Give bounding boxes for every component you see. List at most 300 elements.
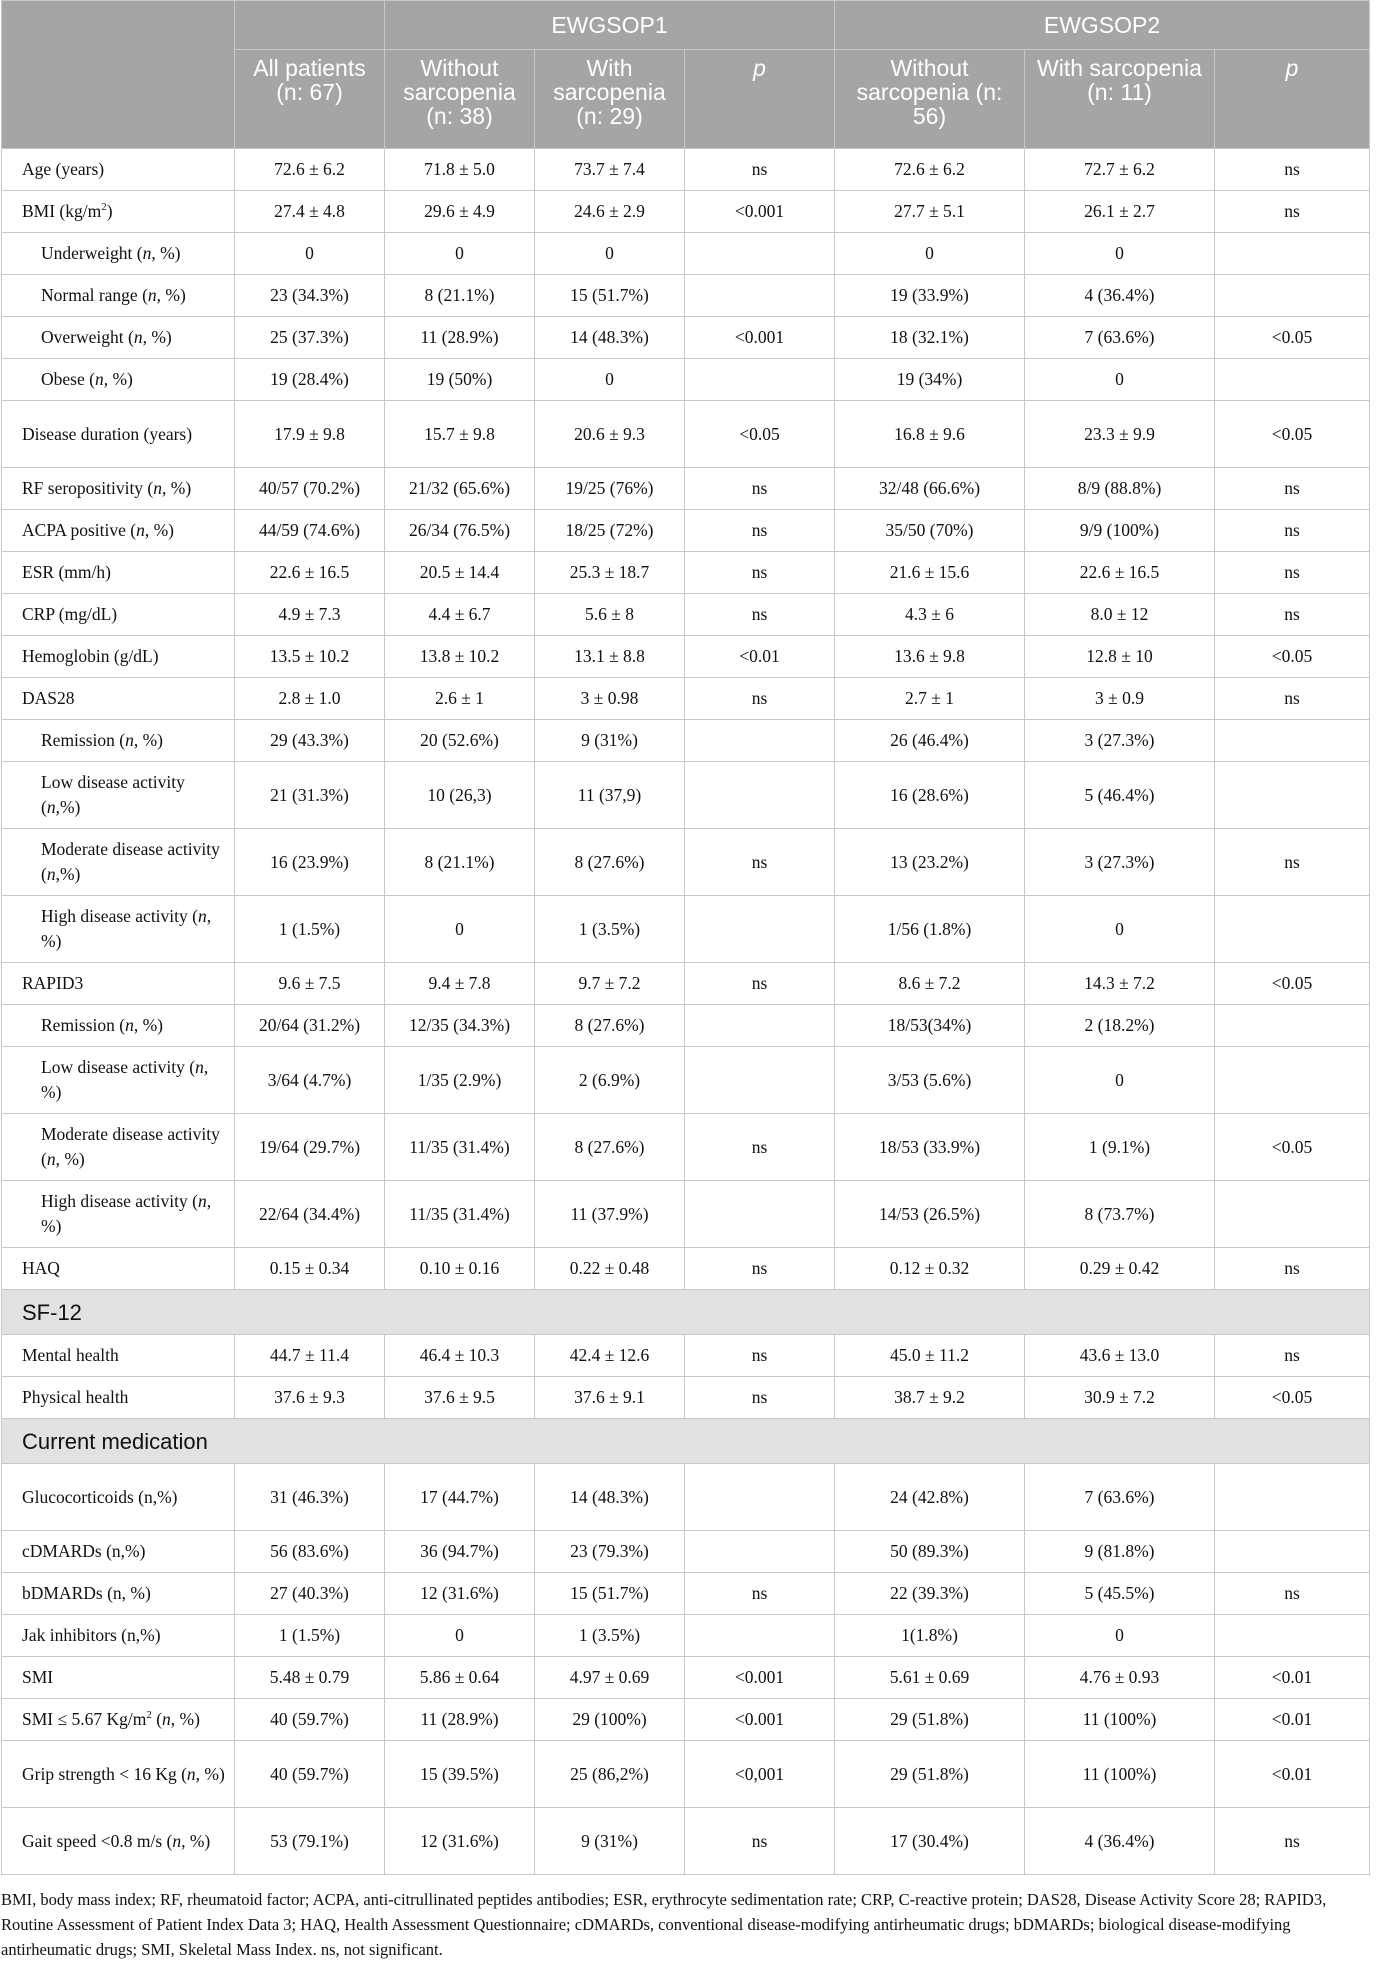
table-row (2, 317, 1370, 359)
table-cell: ns (1215, 678, 1370, 720)
table-cell: 19 (50%) (385, 359, 535, 401)
table-cell: 10 (26,3) (385, 762, 535, 829)
section-row (2, 1419, 1370, 1464)
table-row (2, 468, 1370, 510)
table-row (2, 762, 1370, 829)
table-cell (685, 359, 835, 401)
table-cell: 29 (43.3%) (235, 720, 385, 762)
table-cell: 29 (100%) (535, 1699, 685, 1741)
row-label: Remission (n, %) (2, 720, 235, 762)
table-row (2, 1699, 1370, 1741)
table-cell: 3 ± 0.98 (535, 678, 685, 720)
table-row (2, 275, 1370, 317)
table-cell: 15 (51.7%) (535, 1573, 685, 1615)
section-row (2, 1290, 1370, 1335)
table-cell: ns (685, 149, 835, 191)
table-cell: ns (685, 1335, 835, 1377)
table-cell (1215, 1047, 1370, 1114)
table-cell: 0.10 ± 0.16 (385, 1248, 535, 1290)
table-cell: 22.6 ± 16.5 (1025, 552, 1215, 594)
table-row (2, 636, 1370, 678)
table-cell: 4.97 ± 0.69 (535, 1657, 685, 1699)
table-cell: 12.8 ± 10 (1025, 636, 1215, 678)
table-cell: <0.05 (685, 401, 835, 468)
table-cell (1215, 896, 1370, 963)
header-corner (2, 1, 235, 149)
table-cell: 45.0 ± 11.2 (835, 1335, 1025, 1377)
table-cell: 15 (39.5%) (385, 1741, 535, 1808)
table-footnote: BMI, body mass index; RF, rheumatoid factor; ACPA, anti-citrullinated peptides antibodies; ESR, erythrocyte sedimentation rate; CRP, C-reactive protein; DAS28, Disease Activity Score 28; RAPID3, Routine Assessment of Patient Index Data 3; HAQ, Health Assessment Questionnaire; cDMARDs, conventional disease-modifying antirheumatic drugs; bDMARDs; biological disease-modifying antirheumatic drugs; SMI, Skeletal Mass Index. ns, not significant. (1, 1890, 1327, 1959)
table-cell: 25 (37.3%) (235, 317, 385, 359)
row-label: Moderate disease activity (n, %) (2, 1114, 235, 1181)
table-cell: 5 (46.4%) (1025, 762, 1215, 829)
table-cell: 20 (52.6%) (385, 720, 535, 762)
table-cell: 36 (94.7%) (385, 1531, 535, 1573)
column-header-p: p (685, 50, 835, 149)
table-cell (685, 1005, 835, 1047)
table-cell: 1 (1.5%) (235, 896, 385, 963)
table-cell: 22/64 (34.4%) (235, 1181, 385, 1248)
table-cell: 43.6 ± 13.0 (1025, 1335, 1215, 1377)
table-cell: 4.4 ± 6.7 (385, 594, 535, 636)
table-cell: 8 (21.1%) (385, 829, 535, 896)
table-cell: ns (1215, 1335, 1370, 1377)
table-cell: ns (1215, 1808, 1370, 1875)
table-cell: 2 (6.9%) (535, 1047, 685, 1114)
table-cell: 24 (42.8%) (835, 1464, 1025, 1531)
table-cell: 13.8 ± 10.2 (385, 636, 535, 678)
table-cell: 0.29 ± 0.42 (1025, 1248, 1215, 1290)
table-cell: 2.7 ± 1 (835, 678, 1025, 720)
table-cell: 2 (18.2%) (1025, 1005, 1215, 1047)
table-cell (685, 762, 835, 829)
table-cell (685, 1464, 835, 1531)
group-header-ewgsop1: EWGSOP1 (385, 1, 835, 50)
table-cell (685, 1615, 835, 1657)
table-cell: 1(1.8%) (835, 1615, 1025, 1657)
table-cell: 25 (86,2%) (535, 1741, 685, 1808)
table-cell: 20.5 ± 14.4 (385, 552, 535, 594)
table-cell: 0 (835, 233, 1025, 275)
table-cell: 11 (28.9%) (385, 1699, 535, 1741)
table-header (2, 1, 1370, 149)
table-cell: 4.76 ± 0.93 (1025, 1657, 1215, 1699)
table-cell: 1/56 (1.8%) (835, 896, 1025, 963)
table-row (2, 1531, 1370, 1573)
table-cell: 19/25 (76%) (535, 468, 685, 510)
table-cell: 23 (79.3%) (535, 1531, 685, 1573)
table-cell: 3/53 (5.6%) (835, 1047, 1025, 1114)
table-cell: 14 (48.3%) (535, 317, 685, 359)
table-cell: 0.12 ± 0.32 (835, 1248, 1025, 1290)
table-row (2, 1573, 1370, 1615)
row-label: Jak inhibitors (n,%) (2, 1615, 235, 1657)
table-cell: ns (1215, 191, 1370, 233)
group-header-ewgsop2: EWGSOP2 (835, 1, 1370, 50)
row-label: Obese (n, %) (2, 359, 235, 401)
table-cell: 26 (46.4%) (835, 720, 1025, 762)
table-cell: 42.4 ± 12.6 (535, 1335, 685, 1377)
table-cell: 21.6 ± 15.6 (835, 552, 1025, 594)
table-cell: ns (685, 1114, 835, 1181)
table-cell: 30.9 ± 7.2 (1025, 1377, 1215, 1419)
table-cell: 0 (535, 359, 685, 401)
table-cell: ns (1215, 149, 1370, 191)
table-cell: 7 (63.6%) (1025, 317, 1215, 359)
row-label: Underweight (n, %) (2, 233, 235, 275)
table-cell: 29 (51.8%) (835, 1699, 1025, 1741)
table-row (2, 1005, 1370, 1047)
table-cell: 0 (1025, 896, 1215, 963)
row-label: Remission (n, %) (2, 1005, 235, 1047)
table-cell: 5.86 ± 0.64 (385, 1657, 535, 1699)
table-cell: 26/34 (76.5%) (385, 510, 535, 552)
table-cell: 31 (46.3%) (235, 1464, 385, 1531)
table-cell: 20.6 ± 9.3 (535, 401, 685, 468)
table-cell: 27 (40.3%) (235, 1573, 385, 1615)
row-label: Glucocorticoids (n,%) (2, 1464, 235, 1531)
table-row (2, 401, 1370, 468)
table-cell (1215, 762, 1370, 829)
table-cell: 0 (385, 896, 535, 963)
table-row (2, 1808, 1370, 1875)
table-cell (685, 233, 835, 275)
table-cell: 29 (51.8%) (835, 1741, 1025, 1808)
table-cell: ns (1215, 468, 1370, 510)
table-cell: <0.001 (685, 1699, 835, 1741)
row-label: CRP (mg/dL) (2, 594, 235, 636)
row-label: Moderate disease activity (n,%) (2, 829, 235, 896)
table-cell: 53 (79.1%) (235, 1808, 385, 1875)
table-cell (1215, 1531, 1370, 1573)
table-cell: 40/57 (70.2%) (235, 468, 385, 510)
table-cell (1215, 233, 1370, 275)
table-cell: <0,001 (685, 1741, 835, 1808)
table-cell: 7 (63.6%) (1025, 1464, 1215, 1531)
table-cell: ns (1215, 594, 1370, 636)
table-row (2, 510, 1370, 552)
table-row (2, 149, 1370, 191)
table-cell: 71.8 ± 5.0 (385, 149, 535, 191)
table-cell: 18 (32.1%) (835, 317, 1025, 359)
row-label: ESR (mm/h) (2, 552, 235, 594)
table-row (2, 552, 1370, 594)
section-title: Current medication (2, 1419, 1370, 1464)
table-cell: 8/9 (88.8%) (1025, 468, 1215, 510)
table-cell: 72.6 ± 6.2 (235, 149, 385, 191)
table-cell: 4 (36.4%) (1025, 1808, 1215, 1875)
row-label: Mental health (2, 1335, 235, 1377)
table-cell: 0.15 ± 0.34 (235, 1248, 385, 1290)
row-label: cDMARDs (n,%) (2, 1531, 235, 1573)
table-row (2, 896, 1370, 963)
table-cell: 4.9 ± 7.3 (235, 594, 385, 636)
header-spacer (235, 1, 385, 50)
table-cell: 18/53(34%) (835, 1005, 1025, 1047)
table-cell: 72.6 ± 6.2 (835, 149, 1025, 191)
table-cell: ns (685, 829, 835, 896)
table-cell: 40 (59.7%) (235, 1741, 385, 1808)
table-row (2, 963, 1370, 1005)
table-cell: 25.3 ± 18.7 (535, 552, 685, 594)
row-label: SMI ≤ 5.67 $Kg/m^2$ (n, %) (2, 1699, 235, 1741)
table-row (2, 1047, 1370, 1114)
table-cell: 1 (1.5%) (235, 1615, 385, 1657)
table-row (2, 720, 1370, 762)
table-cell (685, 275, 835, 317)
table-cell: ns (1215, 1573, 1370, 1615)
table-cell: <0.05 (1215, 636, 1370, 678)
column-header-p: p (1215, 50, 1370, 149)
table-cell: 27.4 ± 4.8 (235, 191, 385, 233)
table-cell: <0.01 (1215, 1657, 1370, 1699)
table-row (2, 1335, 1370, 1377)
table-cell: 9.7 ± 7.2 (535, 963, 685, 1005)
row-label: Age (years) (2, 149, 235, 191)
table-cell: 9.6 ± 7.5 (235, 963, 385, 1005)
table-cell: ns (685, 963, 835, 1005)
row-label: BMI $(kg/m^2)$ (2, 191, 235, 233)
table-cell: 3 ± 0.9 (1025, 678, 1215, 720)
table-cell: 1 (3.5%) (535, 896, 685, 963)
table-cell: 72.7 ± 6.2 (1025, 149, 1215, 191)
table-cell: 50 (89.3%) (835, 1531, 1025, 1573)
table-cell: 0 (385, 233, 535, 275)
table-cell: 44/59 (74.6%) (235, 510, 385, 552)
table-cell: 19 (34%) (835, 359, 1025, 401)
column-header: All patients (n: 67) (235, 50, 385, 149)
column-header: Without sarcopenia (n: 56) (835, 50, 1025, 149)
table-cell (1215, 359, 1370, 401)
table-cell: 1 (3.5%) (535, 1615, 685, 1657)
table-cell: 11 (28.9%) (385, 317, 535, 359)
table-cell: 17.9 ± 9.8 (235, 401, 385, 468)
table-cell: ns (685, 678, 835, 720)
table-cell: 14/53 (26.5%) (835, 1181, 1025, 1248)
table-cell: 9 (31%) (535, 1808, 685, 1875)
table-cell: ns (685, 1808, 835, 1875)
table-cell: 5.48 ± 0.79 (235, 1657, 385, 1699)
table-cell: 0 (1025, 1047, 1215, 1114)
table-cell: 38.7 ± 9.2 (835, 1377, 1025, 1419)
table-cell: 11 (100%) (1025, 1699, 1215, 1741)
table-cell: 12 (31.6%) (385, 1808, 535, 1875)
table-row (2, 1248, 1370, 1290)
table-cell: 8 (21.1%) (385, 275, 535, 317)
table-cell: 9/9 (100%) (1025, 510, 1215, 552)
table-cell: ns (685, 1248, 835, 1290)
table-cell: 20/64 (31.2%) (235, 1005, 385, 1047)
table-cell: 24.6 ± 2.9 (535, 191, 685, 233)
table-cell: 40 (59.7%) (235, 1699, 385, 1741)
table-cell: 0 (1025, 233, 1215, 275)
table-cell: <0.05 (1215, 1114, 1370, 1181)
section-title: SF-12 (2, 1290, 1370, 1335)
row-label: Physical health (2, 1377, 235, 1419)
row-label: DAS28 (2, 678, 235, 720)
table-cell: 73.7 ± 7.4 (535, 149, 685, 191)
table-cell: <0.001 (685, 1657, 835, 1699)
table-cell: 8 (27.6%) (535, 1005, 685, 1047)
table-cell: 8 (27.6%) (535, 829, 685, 896)
table-row (2, 191, 1370, 233)
table-cell: 22 (39.3%) (835, 1573, 1025, 1615)
table-cell: ns (685, 1573, 835, 1615)
row-label: Low disease activity (n, %) (2, 1047, 235, 1114)
table-cell: 0 (1025, 1615, 1215, 1657)
table-row (2, 1377, 1370, 1419)
table-cell: 56 (83.6%) (235, 1531, 385, 1573)
table-cell: 14.3 ± 7.2 (1025, 963, 1215, 1005)
table-cell: 5 (45.5%) (1025, 1573, 1215, 1615)
table-cell: 1/35 (2.9%) (385, 1047, 535, 1114)
table-cell: 13.5 ± 10.2 (235, 636, 385, 678)
table-cell (685, 896, 835, 963)
table-cell: 11/35 (31.4%) (385, 1181, 535, 1248)
row-label: HAQ (2, 1248, 235, 1290)
table-cell: 23 (34.3%) (235, 275, 385, 317)
table-cell: 0.22 ± 0.48 (535, 1248, 685, 1290)
row-label: ACPA positive (n, %) (2, 510, 235, 552)
table-cell: <0.01 (1215, 1741, 1370, 1808)
row-label: Gait speed <0.8 m/s (n, %) (2, 1808, 235, 1875)
row-label: RAPID3 (2, 963, 235, 1005)
table-cell: ns (1215, 510, 1370, 552)
table-cell: <0.05 (1215, 317, 1370, 359)
table-cell: 19/64 (29.7%) (235, 1114, 385, 1181)
table-cell: <0.05 (1215, 963, 1370, 1005)
table-cell: <0.01 (685, 636, 835, 678)
table-cell: 9 (81.8%) (1025, 1531, 1215, 1573)
table-cell: 19 (33.9%) (835, 275, 1025, 317)
table-row (2, 1741, 1370, 1808)
table-cell: 18/25 (72%) (535, 510, 685, 552)
column-header: Without sarcopenia (n: 38) (385, 50, 535, 149)
table-cell: 15 (51.7%) (535, 275, 685, 317)
table-cell (685, 1181, 835, 1248)
table-cell: 11 (37,9) (535, 762, 685, 829)
table-cell: 9 (31%) (535, 720, 685, 762)
table-body (2, 149, 1370, 1875)
table-cell: ns (1215, 829, 1370, 896)
row-label: High disease activity (n, %) (2, 896, 235, 963)
table-cell: 0 (535, 233, 685, 275)
table-row (2, 678, 1370, 720)
table-row (2, 233, 1370, 275)
table-cell: 8.6 ± 7.2 (835, 963, 1025, 1005)
row-label: Grip strength < 16 Kg (n, %) (2, 1741, 235, 1808)
table-container (1, 0, 1369, 1962)
row-label: Normal range (n, %) (2, 275, 235, 317)
table-cell: 8 (27.6%) (535, 1114, 685, 1181)
table-cell: 8 (73.7%) (1025, 1181, 1215, 1248)
table-cell: 11 (37.9%) (535, 1181, 685, 1248)
table-cell: 0 (1025, 359, 1215, 401)
table-cell (685, 1531, 835, 1573)
table-cell: ns (685, 594, 835, 636)
column-header: With sarcopenia (n: 11) (1025, 50, 1215, 149)
table-cell: <0.001 (685, 191, 835, 233)
table-cell: 4 (36.4%) (1025, 275, 1215, 317)
table-cell (685, 720, 835, 762)
table-cell: 21/32 (65.6%) (385, 468, 535, 510)
table-cell: 21 (31.3%) (235, 762, 385, 829)
table-cell: 35/50 (70%) (835, 510, 1025, 552)
table-cell: 0 (385, 1615, 535, 1657)
table-cell: 5.6 ± 8 (535, 594, 685, 636)
table-cell: ns (685, 552, 835, 594)
table-cell (1215, 1181, 1370, 1248)
table-cell: 8.0 ± 12 (1025, 594, 1215, 636)
table-cell: 37.6 ± 9.1 (535, 1377, 685, 1419)
table-cell: 18/53 (33.9%) (835, 1114, 1025, 1181)
table-cell: 23.3 ± 9.9 (1025, 401, 1215, 468)
table-cell: ns (1215, 552, 1370, 594)
table-row (2, 359, 1370, 401)
table-cell: 13.1 ± 8.8 (535, 636, 685, 678)
table-cell (1215, 275, 1370, 317)
table-cell: 14 (48.3%) (535, 1464, 685, 1531)
table-cell: 2.8 ± 1.0 (235, 678, 385, 720)
table-cell: 26.1 ± 2.7 (1025, 191, 1215, 233)
table-cell: 4.3 ± 6 (835, 594, 1025, 636)
row-label: bDMARDs (n, %) (2, 1573, 235, 1615)
row-label: RF seropositivity (n, %) (2, 468, 235, 510)
table-row (2, 829, 1370, 896)
table-cell (685, 1047, 835, 1114)
row-label: Hemoglobin (g/dL) (2, 636, 235, 678)
table-cell (1215, 1615, 1370, 1657)
table-cell: <0.001 (685, 317, 835, 359)
table-row (2, 1657, 1370, 1699)
table-cell: 11/35 (31.4%) (385, 1114, 535, 1181)
table-row (2, 1464, 1370, 1531)
table-cell (1215, 1005, 1370, 1047)
table-cell: <0.05 (1215, 1377, 1370, 1419)
table-cell: 17 (44.7%) (385, 1464, 535, 1531)
table-cell: 3/64 (4.7%) (235, 1047, 385, 1114)
table-cell: 16 (23.9%) (235, 829, 385, 896)
table-cell: ns (1215, 1248, 1370, 1290)
table-cell: ns (685, 468, 835, 510)
row-label: Overweight (n, %) (2, 317, 235, 359)
table-cell: 16 (28.6%) (835, 762, 1025, 829)
row-label: Low disease activity (n,%) (2, 762, 235, 829)
table-cell: 32/48 (66.6%) (835, 468, 1025, 510)
table-cell: 27.7 ± 5.1 (835, 191, 1025, 233)
table-cell: 0 (235, 233, 385, 275)
table-cell: 9.4 ± 7.8 (385, 963, 535, 1005)
table-cell: 13.6 ± 9.8 (835, 636, 1025, 678)
table-cell: 16.8 ± 9.6 (835, 401, 1025, 468)
table-cell: 22.6 ± 16.5 (235, 552, 385, 594)
table-cell: ns (685, 1377, 835, 1419)
table-cell (1215, 720, 1370, 762)
table-cell: 37.6 ± 9.5 (385, 1377, 535, 1419)
table-cell: 13 (23.2%) (835, 829, 1025, 896)
table-cell: 5.61 ± 0.69 (835, 1657, 1025, 1699)
table-cell: 2.6 ± 1 (385, 678, 535, 720)
table-cell: 44.7 ± 11.4 (235, 1335, 385, 1377)
table-cell: 46.4 ± 10.3 (385, 1335, 535, 1377)
table-cell: 3 (27.3%) (1025, 829, 1215, 896)
table-cell: <0.01 (1215, 1699, 1370, 1741)
table-cell: 12/35 (34.3%) (385, 1005, 535, 1047)
table-cell: 3 (27.3%) (1025, 720, 1215, 762)
table-cell: 11 (100%) (1025, 1741, 1215, 1808)
column-header: With sarcopenia (n: 29) (535, 50, 685, 149)
table-row (2, 1181, 1370, 1248)
